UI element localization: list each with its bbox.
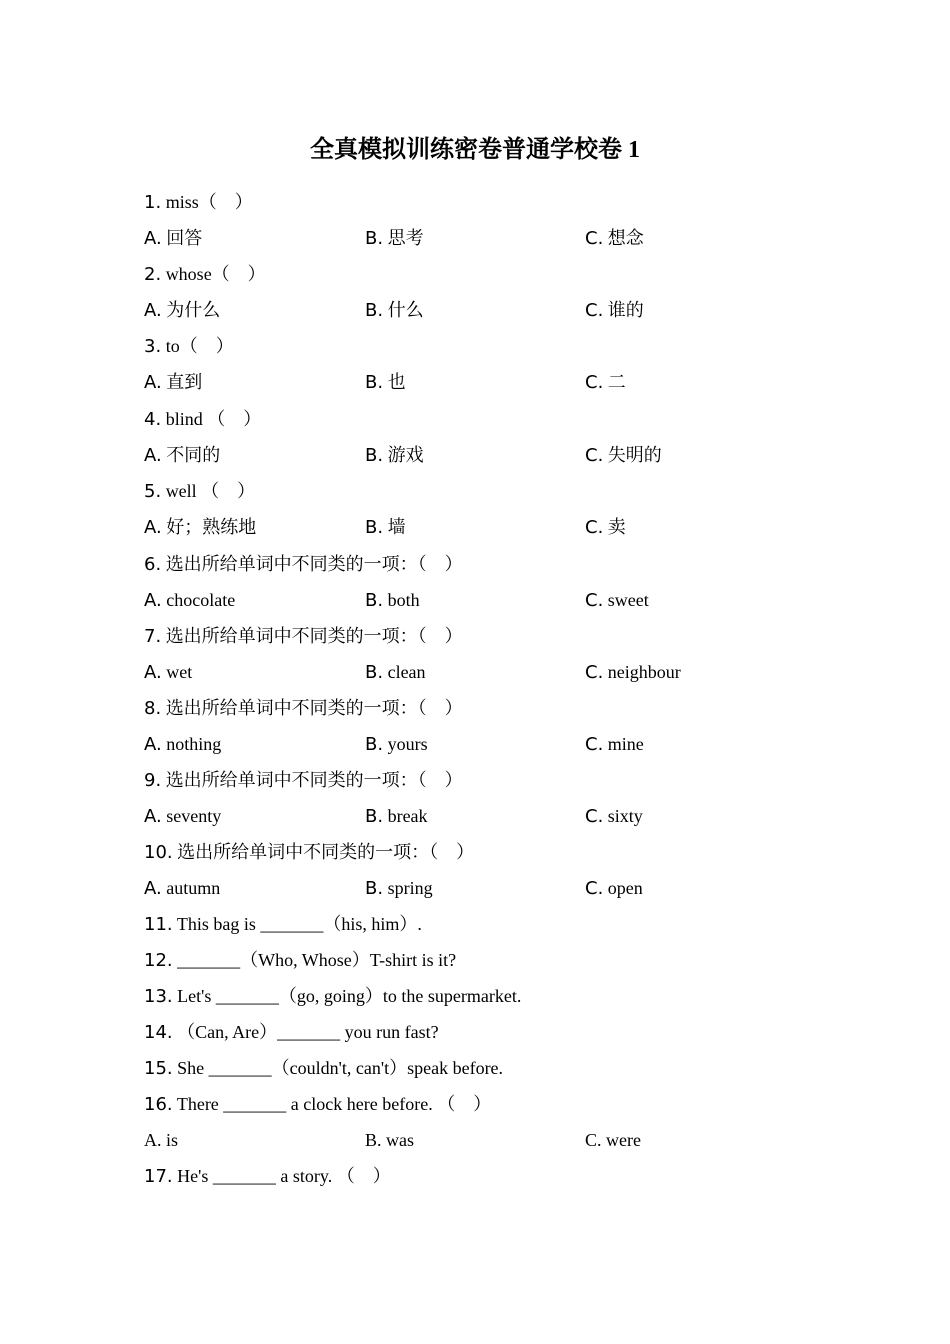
question-stem: 选出所给单词中不同类的一项：（ ） bbox=[165, 626, 463, 646]
question-number: 8. bbox=[144, 698, 162, 719]
option-b[interactable]: B. yours bbox=[365, 734, 428, 755]
options-2 bbox=[144, 292, 864, 328]
question-stem: 选出所给单词中不同类的一项：（ ） bbox=[165, 554, 463, 574]
question-number: 10. bbox=[144, 842, 173, 863]
question-number: 13. bbox=[144, 986, 173, 1007]
options-1 bbox=[144, 220, 864, 256]
question-stem: whose（ ） bbox=[165, 264, 266, 284]
question-6 bbox=[144, 546, 864, 582]
question-number: 16. bbox=[144, 1094, 173, 1115]
question-stem: miss（ ） bbox=[165, 192, 253, 212]
option-c[interactable]: C. 二 bbox=[585, 372, 626, 393]
question-stem: She _______（couldn't, can't）speak before. bbox=[177, 1058, 504, 1078]
question-number: 2. bbox=[144, 264, 162, 285]
question-1 bbox=[144, 184, 864, 220]
option-a[interactable]: A. chocolate bbox=[144, 590, 236, 611]
option-a[interactable]: A. 好；熟练地 bbox=[144, 517, 257, 538]
question-15 bbox=[144, 1050, 864, 1086]
option-c[interactable]: C. mine bbox=[585, 734, 644, 755]
options-5 bbox=[144, 509, 864, 545]
option-a[interactable]: A. wet bbox=[144, 662, 193, 683]
question-number: 11. bbox=[144, 914, 173, 935]
question-7 bbox=[144, 618, 864, 654]
question-2 bbox=[144, 256, 864, 292]
option-b[interactable]: B. 游戏 bbox=[365, 445, 424, 466]
question-8 bbox=[144, 690, 864, 726]
question-13 bbox=[144, 978, 864, 1014]
option-b[interactable]: B. clean bbox=[365, 662, 426, 683]
question-stem: Let's _______（go, going）to the supermarket. bbox=[177, 986, 522, 1006]
question-stem: （Can, Are）_______ you run fast? bbox=[177, 1022, 439, 1042]
option-c[interactable]: C. sweet bbox=[585, 590, 649, 611]
question-16 bbox=[144, 1086, 864, 1122]
option-a[interactable]: A. nothing bbox=[144, 734, 222, 755]
question-stem: 选出所给单词中不同类的一项：（ ） bbox=[165, 770, 463, 790]
option-a[interactable]: A. 回答 bbox=[144, 228, 203, 249]
option-a[interactable]: A. autumn bbox=[144, 878, 221, 899]
option-a[interactable]: A. seventy bbox=[144, 806, 222, 827]
option-b[interactable]: B. was bbox=[365, 1130, 415, 1150]
question-number: 15. bbox=[144, 1058, 173, 1079]
question-number: 1. bbox=[144, 192, 162, 213]
question-stem: There _______ a clock here before. （ ） bbox=[176, 1094, 492, 1114]
option-a[interactable]: A. 为什么 bbox=[144, 300, 221, 321]
question-number: 4. bbox=[144, 409, 162, 430]
question-14 bbox=[144, 1014, 864, 1050]
question-stem: _______（Who, Whose）T-shirt is it? bbox=[177, 950, 457, 970]
option-b[interactable]: B. 什么 bbox=[365, 300, 424, 321]
question-number: 9. bbox=[144, 770, 162, 791]
options-10 bbox=[144, 870, 864, 906]
options-6 bbox=[144, 582, 864, 618]
question-3 bbox=[144, 328, 864, 364]
option-a[interactable]: A. is bbox=[144, 1130, 179, 1150]
options-4 bbox=[144, 437, 864, 473]
options-7 bbox=[144, 654, 864, 690]
option-b[interactable]: B. spring bbox=[365, 878, 433, 899]
question-11 bbox=[144, 906, 864, 942]
option-b[interactable]: B. both bbox=[365, 590, 420, 611]
question-stem: 选出所给单词中不同类的一项：（ ） bbox=[177, 842, 475, 862]
question-number: 12. bbox=[144, 950, 173, 971]
option-a[interactable]: A. 不同的 bbox=[144, 445, 221, 466]
option-c[interactable]: C. 失明的 bbox=[585, 445, 662, 466]
option-a[interactable]: A. 直到 bbox=[144, 372, 203, 393]
question-number: 7. bbox=[144, 626, 162, 647]
question-number: 6. bbox=[144, 554, 162, 575]
question-9 bbox=[144, 762, 864, 798]
options-8 bbox=[144, 726, 864, 762]
question-5 bbox=[144, 473, 864, 509]
option-c[interactable]: C. sixty bbox=[585, 806, 643, 827]
options-16 bbox=[144, 1122, 864, 1158]
question-number: 17. bbox=[144, 1166, 173, 1187]
question-number: 14. bbox=[144, 1022, 173, 1043]
option-b[interactable]: B. 思考 bbox=[365, 228, 424, 249]
option-c[interactable]: C. 想念 bbox=[585, 228, 644, 249]
question-10 bbox=[144, 834, 864, 870]
question-stem: This bag is _______（his, him）. bbox=[176, 914, 422, 934]
question-stem: He's _______ a story. （ ） bbox=[177, 1166, 391, 1186]
option-b[interactable]: B. break bbox=[365, 806, 428, 827]
page-title: 全真模拟训练密卷普通学校卷 1 bbox=[310, 137, 640, 163]
question-number: 3. bbox=[144, 336, 162, 357]
option-c[interactable]: C. were bbox=[585, 1130, 641, 1150]
question-stem: blind （ ） bbox=[165, 409, 262, 429]
question-stem: well （ ） bbox=[165, 481, 256, 501]
question-12 bbox=[144, 942, 864, 978]
question-stem: 选出所给单词中不同类的一项：（ ） bbox=[165, 698, 463, 718]
option-c[interactable]: C. 谁的 bbox=[585, 300, 644, 321]
question-number: 5. bbox=[144, 481, 162, 502]
question-17 bbox=[144, 1158, 864, 1194]
option-b[interactable]: B. 墙 bbox=[365, 517, 406, 538]
options-9 bbox=[144, 798, 864, 834]
option-b[interactable]: B. 也 bbox=[365, 372, 406, 393]
option-c[interactable]: C. neighbour bbox=[585, 662, 681, 683]
question-stem: to（ ） bbox=[165, 336, 234, 356]
option-c[interactable]: C. 卖 bbox=[585, 517, 626, 538]
question-4 bbox=[144, 401, 864, 437]
options-3 bbox=[144, 364, 864, 400]
option-c[interactable]: C. open bbox=[585, 878, 643, 899]
